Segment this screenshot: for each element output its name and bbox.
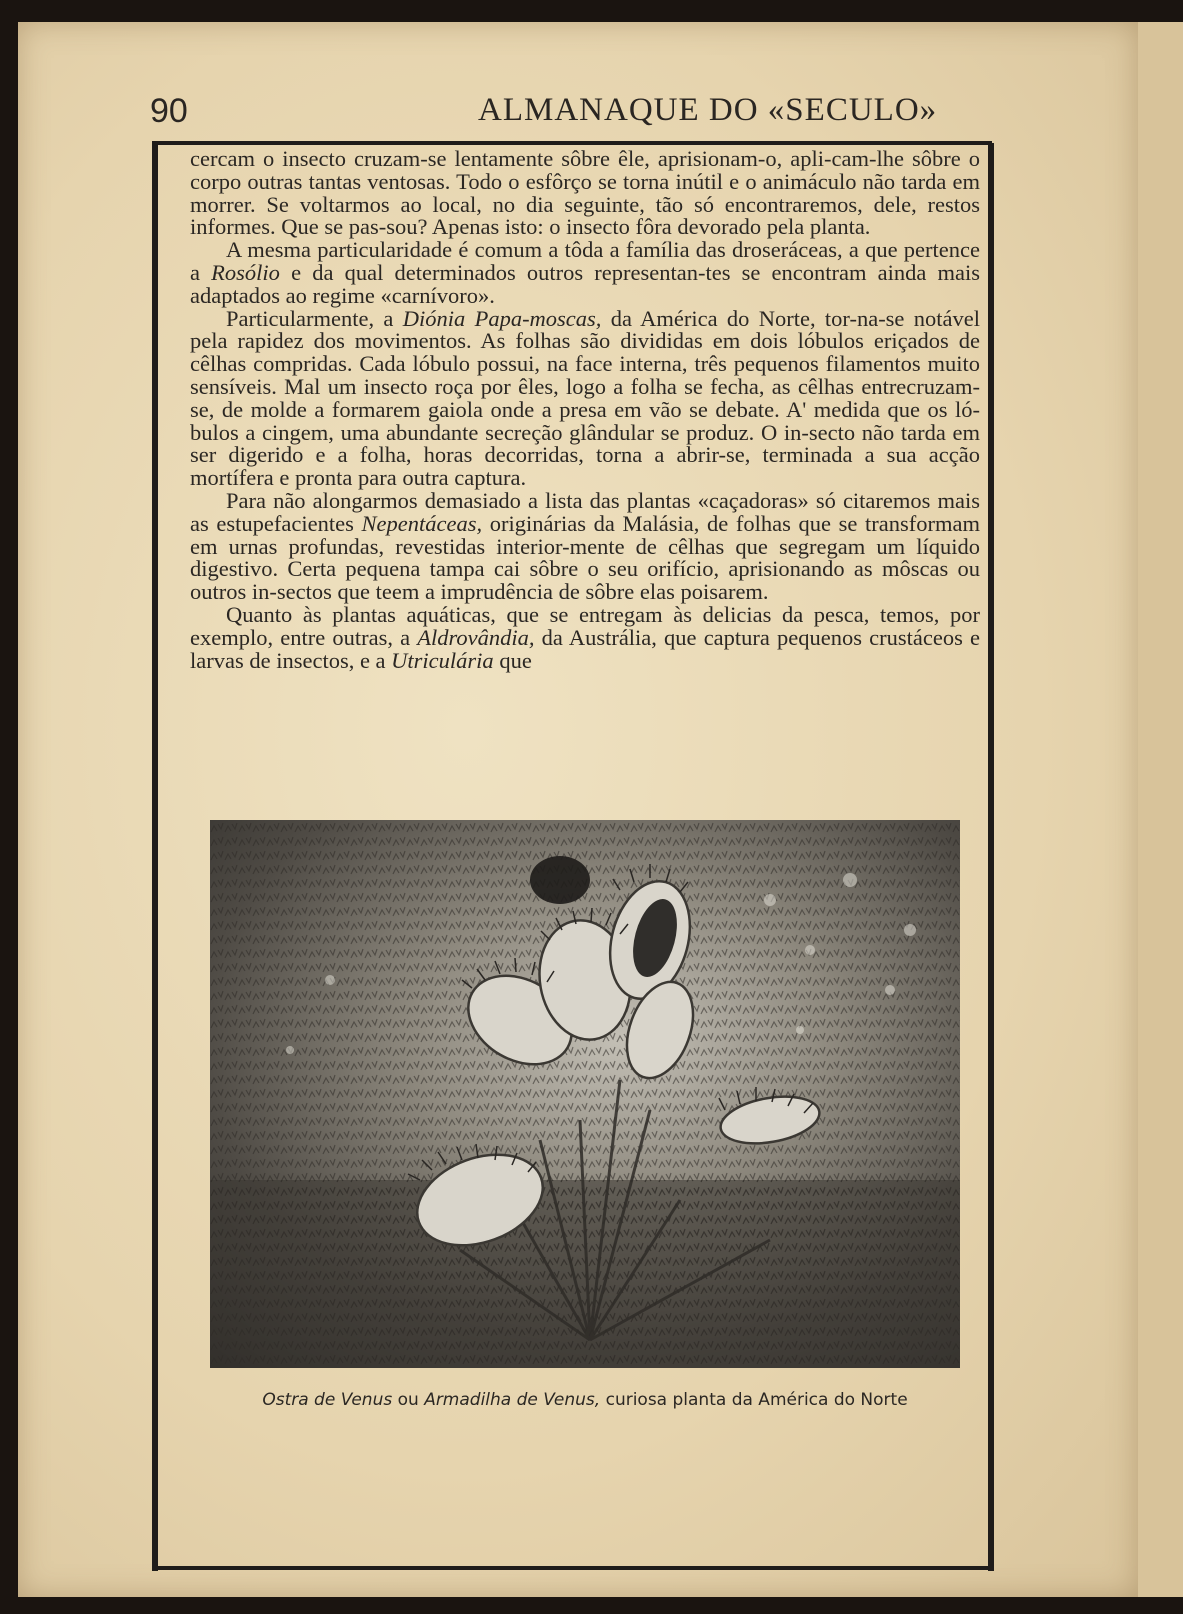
paragraph-2-text-a: A mesma particularidade é comum a tôda a família das droseráceas, a que pertence a bbox=[190, 237, 980, 285]
term-utricularia: Utriculária bbox=[391, 647, 494, 673]
paragraph-2-text-b: e da qual determinados outros representan-tes se encontram ainda mais adaptados ao regime «carnívoro». bbox=[190, 259, 980, 308]
frame-left-rule bbox=[152, 143, 158, 1571]
article-body bbox=[190, 148, 980, 672]
paragraph-3 bbox=[190, 305, 980, 491]
running-title: ALMANAQUE DO «SECULO» bbox=[478, 92, 938, 128]
caption-name-2: Armadilha de Venus, bbox=[424, 1390, 601, 1410]
paragraph-4 bbox=[190, 487, 981, 605]
paragraph-4-text-b: originárias da Malásia, de folhas que se transformam em urnas profundas, revestidas interior-mente de cêlhas que segregam um líquido digestivo. Certa pequena tampa cai sôbre o seu orifício, aprisionando as môscas ou outros in-sectos que teem a imprudência de sôbre elas poisarem. bbox=[190, 510, 981, 605]
paragraph-1 bbox=[190, 148, 980, 239]
paragraph-5-text-c: que bbox=[493, 647, 532, 673]
flytrap-illustration bbox=[210, 820, 960, 1368]
frame-right-rule bbox=[988, 143, 994, 1571]
paragraph-5-text-a: Quanto às plantas aquáticas, que se entregam às delicias da pesca, temos, por exemplo, entre outras, a bbox=[190, 601, 980, 650]
paragraph-2 bbox=[190, 239, 980, 307]
term-aldrovandia: Aldrovândia, bbox=[417, 624, 535, 650]
paragraph-5 bbox=[190, 601, 980, 673]
term-rosolio: Rosólio bbox=[211, 259, 280, 285]
term-dionia: Diónia Papa-moscas, bbox=[402, 305, 602, 331]
page-number: 90 bbox=[150, 92, 188, 130]
caption-name-1: Ostra de Venus bbox=[262, 1390, 393, 1410]
paragraph-1-text: cercam o insecto cruzam-se lentamente sôbre êle, aprisionam-o, apli-cam-lhe sôbre o corpo outras tantas ventosas. Todo o esfôrço se torna inútil e o animáculo não tarda em morrer. Se voltarmos ao local, no dia seguinte, tão só encontraremos, dele, restos informes. Que se pas-sou? Apenas isto: o insecto fôra devorado pela planta. bbox=[190, 146, 980, 240]
top-rule bbox=[152, 141, 992, 145]
caption-connector: ou bbox=[392, 1390, 425, 1410]
paragraph-5-text-b: da Austrália, que captura pequenos crustáceos e larvas de insectos, e a bbox=[190, 624, 980, 673]
paragraph-3-text-b: da América do Norte, tor-na-se notável pela rapidez dos movimentos. As folhas são divididas em dois lóbulos eriçados de cêlhas compridas. Cada lóbulo possui, na face interna, três pequenos filamentos muito sensíveis. Mal um insecto roça por êles, logo a folha se fecha, as cêlhas entrecruzam-se, de molde a formarem gaiola onde a presa em vão se debate. A' medida que os ló-bulos a cingem, uma abundante secreção glândular se produz. O in-secto não tarda em ser digerido e a folha, horas decorridas, torna a abrir-se, terminada a sua acção mortífera e pronta para outra captura. bbox=[190, 305, 980, 491]
paragraph-4-text-a: Para não alongarmos demasiado a lista das plantas «caçadoras» só citaremos mais as estupefacientes bbox=[190, 487, 980, 536]
adjacent-page-strip bbox=[1138, 22, 1183, 1597]
venus-flytrap-photo bbox=[210, 820, 960, 1368]
caption-description: curiosa planta da América do Norte bbox=[600, 1390, 908, 1410]
paragraph-3-text-a: Particularmente, a bbox=[226, 305, 403, 331]
term-nepentaceas: Nepentáceas, bbox=[361, 510, 483, 536]
bottom-rule bbox=[152, 1566, 994, 1570]
figure-caption bbox=[225, 1390, 945, 1410]
